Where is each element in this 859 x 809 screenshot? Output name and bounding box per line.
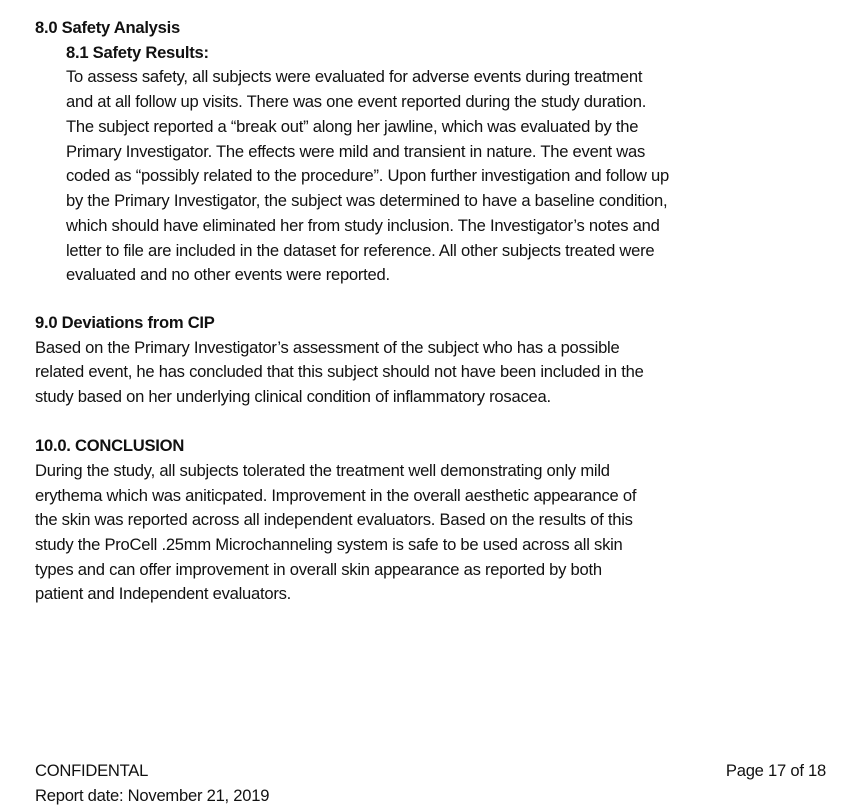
paragraph-line: evaluated and no other events were reported. bbox=[66, 265, 390, 284]
paragraph-line: To assess safety, all subjects were evaluated for adverse events during treatment bbox=[66, 67, 643, 86]
paragraph-line: During the study, all subjects tolerated the treatment well demonstrating only mild bbox=[35, 461, 610, 480]
paragraph-line: study the ProCell .25mm Microchanneling system is safe to be used across all skin bbox=[35, 535, 623, 554]
section-heading-safety-analysis: 8.0 Safety Analysis bbox=[35, 18, 180, 37]
paragraph-line: Primary Investigator. The effects were mild and transient in nature. The event was bbox=[66, 142, 646, 161]
paragraph-line: and at all follow up visits. There was one event reported during the study duration. bbox=[66, 92, 647, 111]
paragraph-line: patient and Independent evaluators. bbox=[35, 584, 292, 603]
page-number: Page 17 of 18 bbox=[725, 761, 826, 780]
paragraph-line: Based on the Primary Investigator’s assessment of the subject who has a possible bbox=[35, 338, 620, 357]
report-date: Report date: November 21, 2019 bbox=[35, 786, 270, 805]
section-heading-conclusion: 10.0. CONCLUSION bbox=[35, 436, 185, 455]
paragraph-line: the skin was reported across all independent evaluators. Based on the results of this bbox=[35, 510, 633, 529]
subsection-heading-safety-results: 8.1 Safety Results: bbox=[66, 43, 209, 62]
paragraph-line: erythema which was aniticpated. Improvement in the overall aesthetic appearance of bbox=[35, 486, 637, 505]
paragraph-line: coded as “possibly related to the procedure”. Upon further investigation and follow up bbox=[66, 166, 669, 185]
paragraph-line: The subject reported a “break out” along her jawline, which was evaluated by the bbox=[66, 117, 639, 136]
section-heading-deviations: 9.0 Deviations from CIP bbox=[35, 313, 215, 332]
paragraph-line: by the Primary Investigator, the subject was determined to have a baseline condition, bbox=[66, 191, 668, 210]
paragraph-line: letter to file are included in the dataset for reference. All other subjects treated were bbox=[66, 241, 655, 260]
paragraph-line: related event, he has concluded that this subject should not have been included in the bbox=[35, 362, 644, 381]
paragraph-line: study based on her underlying clinical condition of inflammatory rosacea. bbox=[35, 387, 551, 406]
confidentiality-label: CONFIDENTAL bbox=[35, 761, 149, 780]
paragraph-line: types and can offer improvement in overall skin appearance as reported by both bbox=[35, 560, 602, 579]
paragraph-line: which should have eliminated her from study inclusion. The Investigator’s notes and bbox=[66, 216, 660, 235]
